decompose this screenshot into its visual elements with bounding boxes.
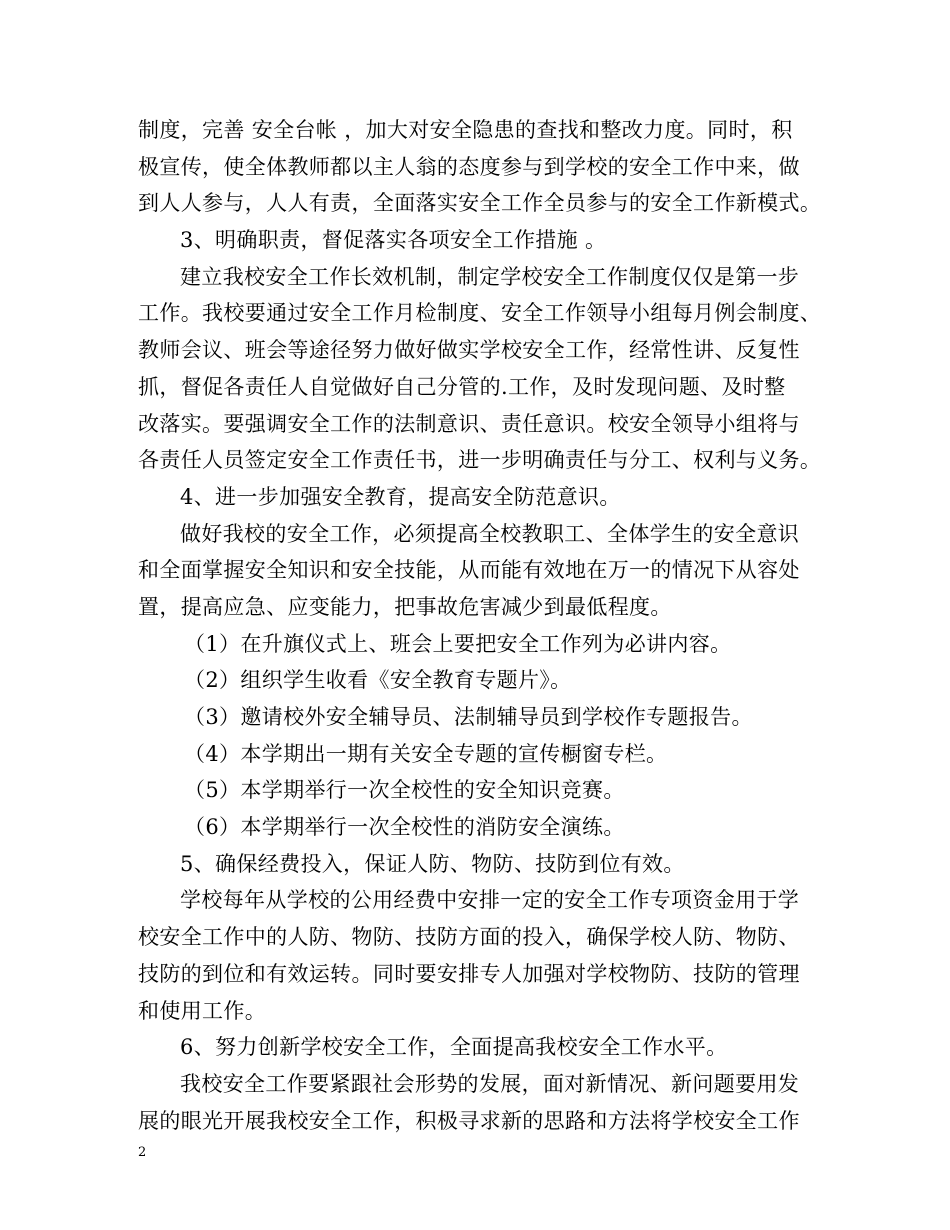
text-line: 抓，督促各责任人自觉做好自己分管的.工作，及时发现问题、及时整 bbox=[138, 374, 786, 399]
list-item: （4）本学期出一期有关安全专题的宣传橱窗专栏。 bbox=[184, 741, 668, 766]
text-line: 建立我校安全工作长效机制，制定学校安全工作制度仅仅是第一步 bbox=[180, 264, 800, 289]
text-line: 展的眼光开展我校安全工作，积极寻求新的思路和方法将学校安全工作 bbox=[138, 1108, 800, 1133]
list-item: （2）组织学生收看《安全教育专题片》。 bbox=[184, 668, 572, 693]
text-line: 做好我校的安全工作，必须提高全校教职工、全体学生的安全意识 bbox=[180, 521, 800, 546]
text-line: 学校每年从学校的公用经费中安排一定的安全工作专项资金用于学 bbox=[180, 888, 800, 913]
list-item: （3）邀请校外安全辅导员、法制辅导员到学校作专题报告。 bbox=[184, 705, 753, 729]
text-line: 我校安全工作要紧跟社会形势的发展，面对新情况、新问题要用发 bbox=[180, 1071, 800, 1096]
list-item: （6）本学期举行一次全校性的消防安全演练。 bbox=[184, 815, 625, 840]
text-line: 教师会议、班会等途径努力做好做实学校安全工作，经常性讲、反复性 bbox=[138, 338, 800, 363]
text-line: 置，提高应急、应变能力，把事故危害减少到最低程度。 bbox=[138, 594, 672, 619]
text-line: 到人人参与，人人有责，全面落实安全工作全员参与的安全工作新模式。 bbox=[138, 191, 822, 216]
list-item: （5）本学期举行一次全校性的安全知识竞赛。 bbox=[184, 778, 625, 803]
section-heading: 6、努力创新学校安全工作，全面提高我校安全工作水平。 bbox=[180, 1035, 728, 1060]
section-heading: 4、进一步加强安全教育，提高安全防范意识。 bbox=[180, 484, 621, 509]
text-line: 各责任人员签定安全工作责任书，进一步明确责任与分工、权利与义务。 bbox=[138, 448, 822, 473]
text-line: 和使用工作。 bbox=[138, 998, 267, 1023]
text-line: 校安全工作中的人防、物防、技防方面的投入，确保学校人防、物防、 bbox=[138, 925, 800, 950]
text-line: 和全面掌握安全知识和安全技能，从而能有效地在万一的情况下从容处 bbox=[138, 558, 800, 583]
text-line: 制度，完善 安全台帐 ，加大对安全隐患的查找和整改力度。同时，积 bbox=[138, 118, 793, 142]
text-line: 技防的到位和有效运转。同时要安排专人加强对学校物防、技防的管理 bbox=[138, 961, 800, 986]
page-number: 2 bbox=[138, 1145, 147, 1160]
text-line: 极宣传，使全体教师都以主人翁的态度参与到学校的安全工作中来，做 bbox=[138, 154, 800, 179]
section-heading: 3、明确职责，督促落实各项安全工作措施 。 bbox=[180, 228, 607, 253]
list-item: （1）在升旗仪式上、班会上要把安全工作列为必讲内容。 bbox=[184, 631, 732, 656]
text-line: 改落实。要强调安全工作的法制意识、责任意识。校安全领导小组将与 bbox=[138, 411, 800, 436]
section-heading: 5、确保经费投入，保证人防、物防、技防到位有效。 bbox=[180, 851, 685, 876]
text-line: 工作。我校要通过安全工作月检制度、安全工作领导小组每月例会制度、 bbox=[138, 301, 822, 326]
document-body bbox=[138, 112, 828, 1139]
